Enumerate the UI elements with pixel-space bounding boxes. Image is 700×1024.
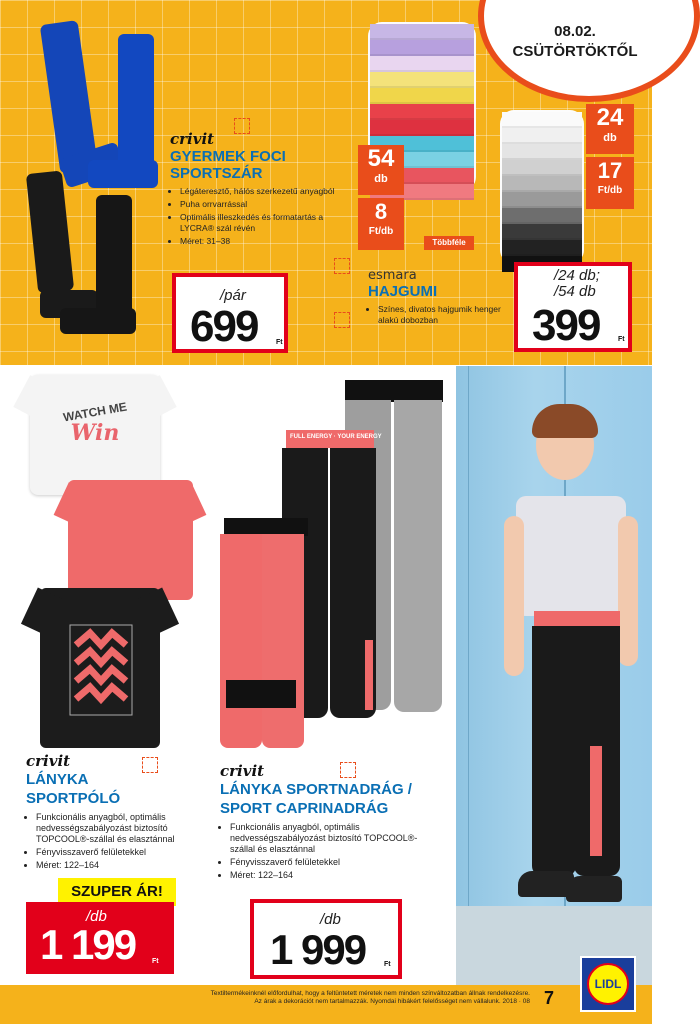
tshirt-price-box xyxy=(26,902,174,974)
hair-feature: • Színes, divatos hajgumik henger alakú dobozban xyxy=(378,304,508,326)
socks-feature: • Puha orrvarrással xyxy=(180,199,340,210)
decor-square xyxy=(334,312,350,328)
hair-badge1-unit: db xyxy=(374,173,388,185)
disclaimer-1: Textiltermékeinknél előfordulhat, hogy a feltüntetett méretek nem minden színváltozatban állnak rendelkezésre. xyxy=(210,990,530,997)
hair-unit-2: /54 db xyxy=(554,283,596,300)
tshirt-currency: Ft xyxy=(152,958,159,965)
socks-feature: • Légáteresztő, hálós szerkezetű anyagból xyxy=(180,186,340,197)
leggings-info xyxy=(220,762,435,883)
footer-disclaimer xyxy=(160,990,530,1006)
leggings-brand: crivit xyxy=(220,762,265,780)
lidl-logo-text: LIDL xyxy=(594,977,622,991)
hair-unitprice-badge-8 xyxy=(358,198,404,250)
socks-currency: Ft xyxy=(276,339,283,346)
socks-feature: • Optimális illeszkedés és formatartás a LYCRA® szál révén xyxy=(180,212,340,234)
tshirt-feature: • Fényvisszaverő felületekkel xyxy=(36,847,206,858)
socks-brand: crivit xyxy=(170,130,215,148)
leggings-title-1: LÁNYKA SPORTNADRÁG / xyxy=(220,781,412,798)
zigzag-print xyxy=(70,625,132,715)
hair-badge3-count: 24 xyxy=(596,104,624,131)
tshirt-feature: • Méret: 122–164 xyxy=(36,860,206,871)
waistband-print: FULL ENERGY · YOUR ENERGY xyxy=(290,434,382,440)
hair-badge4-price: 17 xyxy=(597,158,623,183)
tshirt-title-1: LÁNYKA xyxy=(26,771,89,788)
hair-badge2-unit: Ft/db xyxy=(368,226,394,237)
tshirt-info xyxy=(26,752,226,873)
leggings-unit: /db xyxy=(320,911,341,928)
tshirt-price: 1 199 xyxy=(40,921,136,968)
tshirt-features xyxy=(26,812,206,871)
page-number: 7 xyxy=(544,988,555,1008)
tshirt-feature: • Funkcionális anyagból, optimális nedvességszabályozást biztosító TOPCOOL®-szállal és elasztánnal xyxy=(36,812,206,845)
socks-unit: /pár xyxy=(220,287,246,304)
hair-title: HAJGUMI xyxy=(368,283,438,300)
leggings-feature: • Méret: 122–164 xyxy=(230,870,430,881)
hair-price-box xyxy=(514,262,632,352)
leggings-feature: • Funkcionális anyagból, optimális nedvességszabályozást biztosító TOPCOOL®-szállal és elasztánnal xyxy=(230,822,430,855)
leggings-currency: Ft xyxy=(384,961,391,968)
socks-price-box xyxy=(172,273,288,353)
hairties-canister-mono xyxy=(500,110,584,264)
socks-title-1: GYERMEK FOCI xyxy=(170,148,286,165)
leggings-features xyxy=(220,822,430,881)
hair-currency: Ft xyxy=(618,336,625,343)
tshirt-unit: /db xyxy=(86,908,107,925)
socks-info xyxy=(170,130,340,249)
hair-variety-badge: Többféle xyxy=(424,236,474,250)
lidl-logo xyxy=(580,956,636,1012)
socks-price: 699 xyxy=(190,302,258,351)
tshirt-title-2: SPORTPÓLÓ xyxy=(26,790,121,807)
hair-badge4-unit: Ft/db xyxy=(597,185,623,196)
socks-title-2: SPORTSZÁR xyxy=(170,165,263,182)
leggings-title-2: SPORT CAPRINADRÁG xyxy=(220,800,389,817)
hair-price: 399 xyxy=(532,301,600,350)
footer-code: 2018 · 08 xyxy=(502,998,530,1005)
tshirt-print-2: Win xyxy=(70,420,120,446)
hair-unit-1: /24 db; xyxy=(554,267,600,284)
model-photo xyxy=(456,366,652,985)
hair-count-badge-24 xyxy=(586,104,634,154)
decor-square xyxy=(334,258,350,274)
leggings-price: 1 999 xyxy=(270,926,366,973)
leggings-price-box xyxy=(250,899,402,979)
hair-brand: esmara xyxy=(368,268,417,283)
hair-badge1-count: 54 xyxy=(367,145,395,172)
disclaimer-2: Az árak a dekorációt nem tartalmazzák. Nyomdai hibákért felelősséget nem vállalunk. xyxy=(254,998,501,1005)
tshirt-print-1: WATCH ME xyxy=(62,399,128,425)
date-day: CSÜTÖRTÖKTŐL xyxy=(512,43,638,60)
leggings-feature: • Fényvisszaverő felületekkel xyxy=(230,857,430,868)
date-value: 08.02. xyxy=(554,23,596,40)
hair-badge3-unit: db xyxy=(603,132,617,144)
socks-features xyxy=(170,186,340,247)
date-label xyxy=(505,22,645,62)
hair-badge2-price: 8 xyxy=(374,199,388,224)
super-price-label: SZUPER ÁR! xyxy=(58,878,176,906)
hair-unitprice-badge-17 xyxy=(586,157,634,209)
tshirt-brand: crivit xyxy=(26,752,71,770)
hair-features xyxy=(368,304,508,326)
hair-count-badge-54 xyxy=(358,145,404,195)
hair-unit xyxy=(554,268,600,300)
socks-feature: • Méret: 31–38 xyxy=(180,236,340,247)
hair-info xyxy=(368,268,508,328)
